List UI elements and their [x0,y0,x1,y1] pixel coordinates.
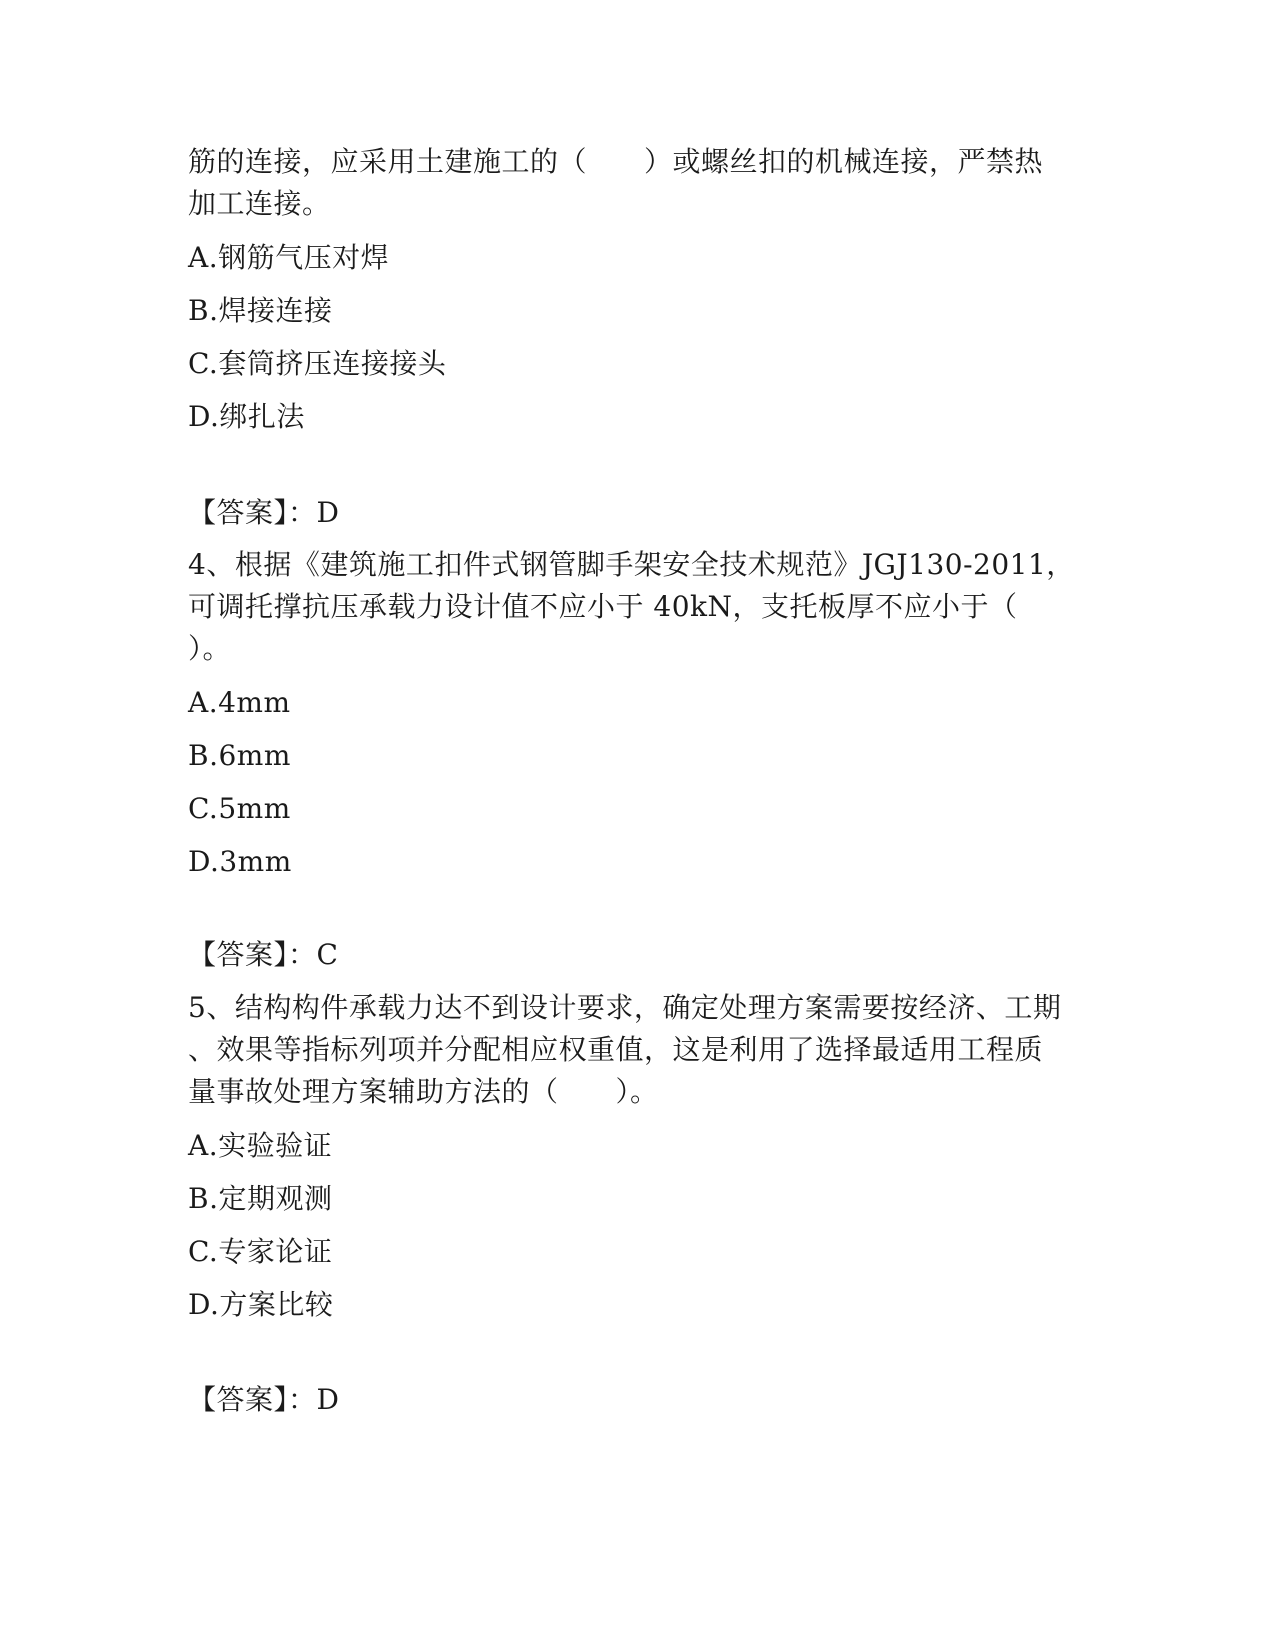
q3-answer: 【答案】：D [188,496,340,529]
q4-option-d: D.3mm [188,845,292,878]
q5-option-c: C.专家论证 [188,1235,333,1268]
q3-stem-line-2: 加工连接。 [188,187,331,220]
q5-option-a: A.实验验证 [188,1129,333,1162]
q4-stem-line-3: ）。 [188,632,232,665]
q3-option-a: A.钢筋气压对焊 [188,241,390,274]
q5-stem-line-3: 量事故处理方案辅助方法的（ ）。 [188,1075,659,1108]
q5-option-b: B.定期观测 [188,1182,333,1215]
q3-stem-line-1: 筋的连接，应采用土建施工的（ ）或螺丝扣的机械连接，严禁热 [188,145,1044,178]
q3-option-c: C.套筒挤压连接接头 [188,347,447,380]
q5-stem-line-1: 5、结构构件承载力达不到设计要求，确定处理方案需要按经济、工期 [188,991,1062,1024]
q4-option-b: B.6mm [188,739,291,772]
q3-option-b: B.焊接连接 [188,294,333,327]
q5-answer: 【答案】：D [188,1383,340,1416]
q4-stem-line-1: 4、根据《建筑施工扣件式钢管脚手架安全技术规范》JGJ130-2011， [188,548,1075,581]
q5-option-d: D.方案比较 [188,1288,334,1321]
q4-option-a: A.4mm [188,686,291,719]
q5-stem-line-2: 、效果等指标列项并分配相应权重值，这是利用了选择最适用工程质 [188,1033,1044,1066]
q4-option-c: C.5mm [188,792,291,825]
q4-stem-line-2: 可调托撑抗压承载力设计值不应小于 40kN，支托板厚不应小于（ [188,590,1018,623]
q4-answer: 【答案】：C [188,938,339,971]
q3-option-d: D.绑扎法 [188,400,305,433]
